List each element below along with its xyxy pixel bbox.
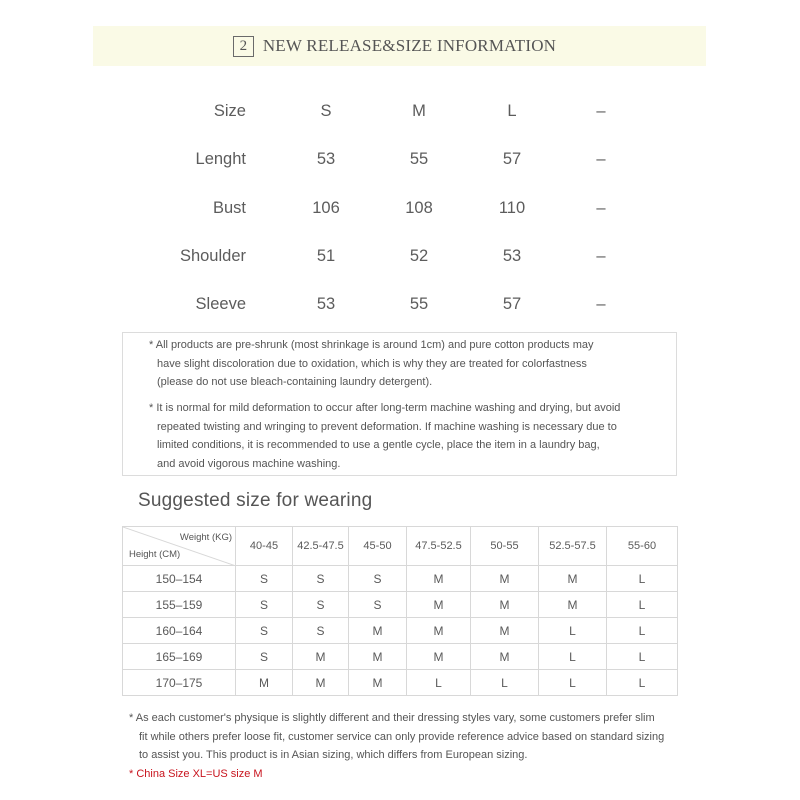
note-line: and avoid vigorous machine washing. [157,457,341,470]
size-cell: M [539,592,607,618]
size-cell: M [349,618,407,644]
height-axis-label: Height (CM) [129,549,181,560]
note-line: have slight discoloration due to oxidation, which is why they are treated for colorfastness [157,357,587,370]
size-row [0,99,800,123]
size-cell: M [407,644,471,670]
size-cell: M [471,566,539,592]
weight-header: 40-45 [236,527,293,566]
size-cell: 55 [409,295,429,313]
size-cell: – [596,102,606,120]
weight-header: 50-55 [471,527,539,566]
china-size-note: * China Size XL=US size M [129,767,263,780]
size-row-label: Sleeve [195,295,246,313]
note-line: * All products are pre-shrunk (most shrinkage is around 1cm) and pure cotton products may [149,339,594,351]
size-cell: M [412,102,426,120]
size-cell: L [607,618,678,644]
size-cell: M [471,592,539,618]
suggested-size-table [122,526,678,696]
disclaimer-line: fit while others prefer loose fit, customer service can only provide reference advice based on standard sizing [139,730,665,743]
shrinkage-note [149,336,594,392]
weight-header: 42.5-47.5 [293,527,349,566]
size-cell: L [607,644,678,670]
size-cell: M [407,618,471,644]
size-cell: S [349,566,407,592]
weight-header: 52.5-57.5 [539,527,607,566]
size-row-label: Size [213,102,246,120]
size-cell: M [349,670,407,696]
table-corner-cell [123,527,236,566]
height-cell: 170–175 [123,670,236,696]
size-cell: S [293,566,349,592]
weight-header: 45-50 [349,527,407,566]
size-cell: 53 [316,295,336,313]
section-title: NEW RELEASE&SIZE INFORMATION [262,36,557,55]
size-cell: – [596,199,606,217]
size-cell: L [607,592,678,618]
size-cell: – [596,247,606,265]
note-line: * It is normal for mild deformation to occur after long-term machine washing and drying, but avoid [149,402,621,414]
size-cell: – [596,150,606,168]
table-row [123,592,678,618]
weight-header-row [123,527,678,566]
height-cell: 150–154 [123,566,236,592]
disclaimer-line: * As each customer's physique is slightly different and their dressing styles vary, some customers prefer slim [129,712,655,724]
size-row-label: Lenght [195,150,246,168]
weight-header: 47.5-52.5 [407,527,471,566]
size-cell: S [236,618,293,644]
size-cell: M [349,644,407,670]
height-cell: 165–169 [123,644,236,670]
size-cell: L [539,670,607,696]
suggested-size-title: Suggested size for wearing [138,490,373,511]
size-cell: L [471,670,539,696]
size-cell: 53 [502,247,522,265]
size-cell: S [320,102,332,120]
size-cell: M [539,566,607,592]
height-cell: 155–159 [123,592,236,618]
sizing-disclaimer [129,709,664,783]
section-banner [93,26,706,66]
size-cell: L [539,644,607,670]
size-row-label: Bust [212,199,246,217]
size-cell: 110 [498,199,526,217]
size-cell: L [407,670,471,696]
size-cell: S [293,592,349,618]
size-cell: S [236,644,293,670]
size-cell: M [407,566,471,592]
size-cell: – [596,295,606,313]
size-cell: M [293,670,349,696]
table-row [123,618,678,644]
care-notes-box [122,332,677,476]
size-cell: S [236,566,293,592]
size-cell: 106 [312,199,340,217]
size-row-label: Shoulder [179,247,246,265]
note-line: limited conditions, it is recommended to use a gentle cycle, place the item in a laundry bag, [157,439,600,451]
size-row [0,244,800,268]
size-cell: M [236,670,293,696]
size-cell: L [607,566,678,592]
size-cell: L [539,618,607,644]
weight-axis-label: Weight (KG) [179,532,232,543]
size-cell: 52 [409,247,429,265]
size-cell: 51 [316,247,336,265]
table-row [123,566,678,592]
weight-header: 55-60 [607,527,678,566]
size-cell: 57 [502,295,522,313]
section-number: 2 [233,36,254,57]
disclaimer-line: to assist you. This product is in Asian sizing, which differs from European sizing. [139,749,528,761]
height-cell: 160–164 [123,618,236,644]
washing-note [149,399,620,473]
size-cell: 108 [405,199,433,217]
note-line: repeated twisting and wringing to prevent deformation. If machine washing is necessary due to [157,420,617,433]
table-row [123,644,678,670]
size-cell: 57 [502,150,522,168]
size-cell: S [236,592,293,618]
size-row [0,147,800,171]
size-cell: L [507,102,517,120]
size-row [0,196,800,220]
note-line: (please do not use bleach-containing laundry detergent). [157,376,433,388]
size-cell: M [471,618,539,644]
size-cell: M [407,592,471,618]
size-cell: M [471,644,539,670]
size-cell: 53 [316,150,336,168]
size-cell: S [293,618,349,644]
table-row [123,670,678,696]
size-row [0,292,800,316]
size-cell: S [349,592,407,618]
size-cell: 55 [409,150,429,168]
size-cell: L [607,670,678,696]
size-cell: M [293,644,349,670]
